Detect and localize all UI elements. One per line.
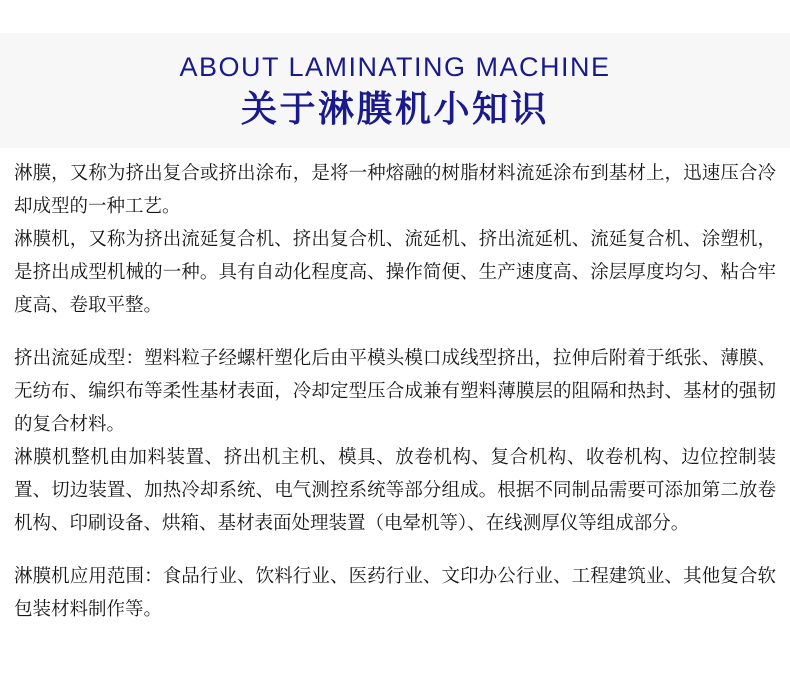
title-chinese: 关于淋膜机小知识 [240, 88, 549, 129]
paragraph-lamination-definition: 淋膜，又称为挤出复合或挤出涂布，是将一种熔融的树脂材料流延涂布到基材上，迅速压合冷却成型的一种工艺。 [14, 162, 776, 216]
paragraph-machine-aliases: 淋膜机，又称为挤出流延复合机、挤出复合机、流延机、挤出流延机、流延复合机、涂塑机，是挤出成型机械的一种。具有自动化程度高、操作简便、生产速度高、涂层厚度均匀、粘合牢度高、卷取平整。 [14, 228, 776, 315]
header-band [0, 33, 790, 148]
paragraph-machine-components: 淋膜机整机由加料装置、挤出机主机、模具、放卷机构、复合机构、收卷机构、边位控制装置、切边装置、加热冷却系统、电气测控系统等部分组成。根据不同制品需要可添加第二放卷机构、印刷设备、烘箱、基材表面处理装置（电晕机等）、在线测厚仪等组成部分。 [14, 446, 776, 533]
title-english: ABOUT LAMINATING MACHINE [179, 52, 611, 82]
article-body [0, 148, 790, 625]
paragraph-application-scope: 淋膜机应用范围：食品行业、饮料行业、医药行业、文印办公行业、工程建筑业、其他复合软包装材料制作等。 [14, 565, 776, 619]
paragraph-extrusion-casting-process: 挤出流延成型：塑料粒子经螺杆塑化后由平模头模口成线型挤出，拉伸后附着于纸张、薄膜、无纺布、编织布等柔性基材表面，冷却定型压合成兼有塑料薄膜层的阻隔和热封、基材的强韧的复合材料。 [14, 347, 776, 434]
